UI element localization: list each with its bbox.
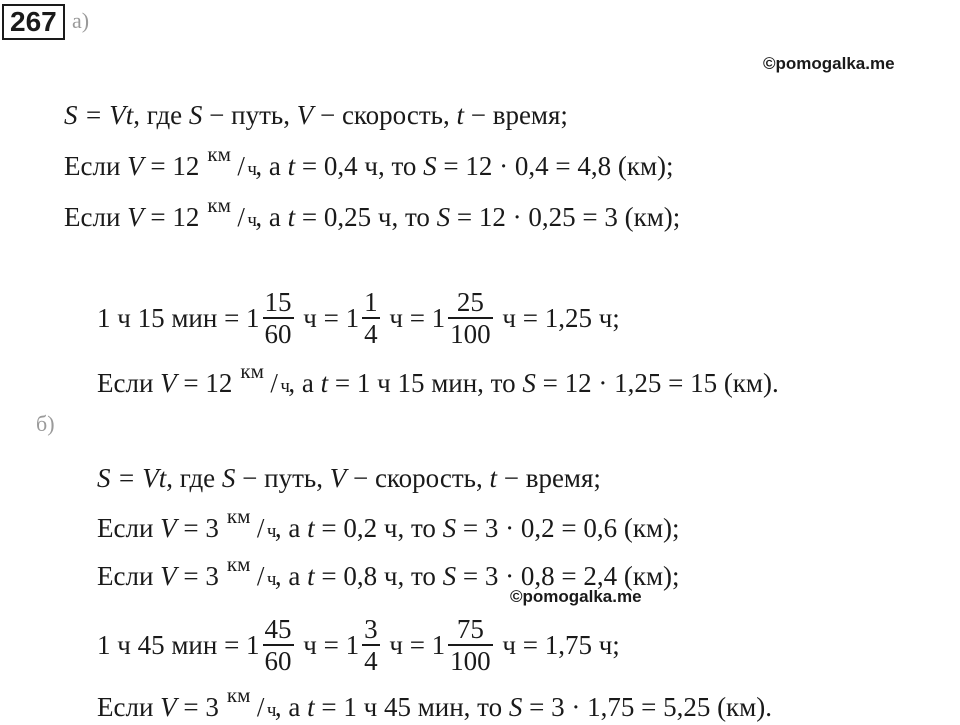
fraction: $\frac{45}{60}$ (264, 613, 292, 676)
unit-km-per-h: км / ч (207, 141, 257, 181)
watermark-middle: ©pomogalka.me (510, 587, 642, 606)
fraction: $\frac{75}{100}$ (450, 613, 491, 676)
a-line-formula: S = Vt, где S − путь, V − скорость, t − время; (64, 99, 568, 130)
b-line-case-2: Если V = 3 км / ч , а t = 0,8 ч, то S = 3 · 0,8 = 2,4 (км); (97, 555, 680, 591)
a-line-case-1: Если V = 12 км / ч , а t = 0,4 ч, то S = 12 · 0,4 = 4,8 (км); (64, 145, 674, 181)
fraction: $\frac{25}{100}$ (450, 286, 491, 349)
a-line-case-3: Если V = 12 км / ч , а t = 1 ч 15 мин, то S = 12 · 1,25 = 15 (км). (97, 362, 779, 398)
unit-km-per-h: км / ч (226, 551, 277, 591)
b-line-formula: S = Vt, где S − путь, V − скорость, t − время; (97, 462, 601, 493)
problem-number: 267 (2, 4, 65, 40)
unit-km-per-h: км / ч (207, 192, 257, 232)
watermark-top: ©pomogalka.me (763, 54, 895, 73)
fraction: $\frac{3}{4}$ (364, 613, 378, 676)
formula: S = Vt (64, 99, 134, 130)
unit-km-per-h: км / ч (226, 503, 277, 543)
unit-km-per-h: км / ч (226, 682, 277, 722)
part-b-label: б) (36, 411, 55, 436)
a-line-time-conversion: 1 ч 15 мин = 1 $\frac{15}{60}$ ч = 1 $\frac{1}{4}$ ч = 1 $\frac{25}{100}$ ч = 1,25 ч; (97, 286, 620, 349)
b-line-time-conversion: 1 ч 45 мин = 1 $\frac{45}{60}$ ч = 1 $\frac{3}{4}$ ч = 1 $\frac{75}{100}$ ч = 1,75 ч; (97, 613, 620, 676)
part-a-label: а) (72, 8, 90, 33)
fraction: $\frac{1}{4}$ (364, 286, 378, 349)
fraction: $\frac{15}{60}$ (264, 286, 292, 349)
a-line-case-2: Если V = 12 км / ч , а t = 0,25 ч, то S = 12 · 0,25 = 3 (км); (64, 196, 680, 232)
b-line-case-1: Если V = 3 км / ч , а t = 0,2 ч, то S = 3 · 0,2 = 0,6 (км); (97, 507, 680, 543)
unit-km-per-h: км / ч (240, 358, 290, 398)
b-line-case-3: Если V = 3 км / ч , а t = 1 ч 45 мин, то S = 3 · 1,75 = 5,25 (км). (97, 686, 772, 722)
